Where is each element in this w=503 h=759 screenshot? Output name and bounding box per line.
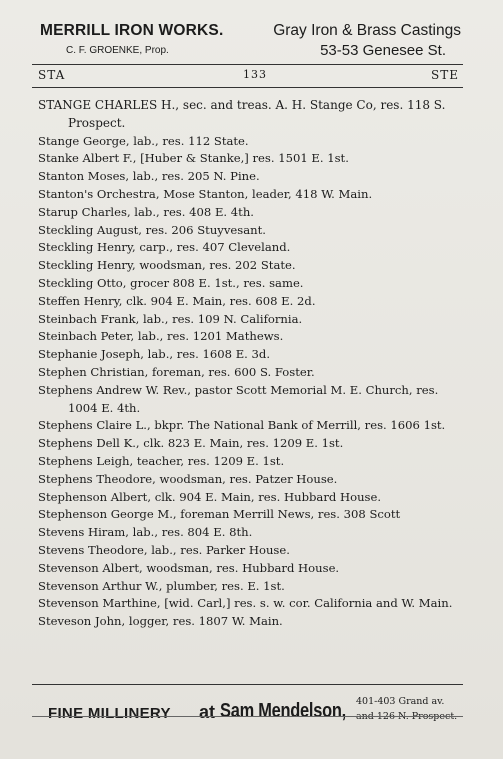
directory-entry: Stevens Hiram, lab., res. 804 E. 8th. (38, 525, 253, 540)
running-head-right: STE (431, 68, 459, 82)
bottom-advertisement (0, 680, 503, 759)
ad-goods: FINE MILLINERY (48, 705, 171, 722)
running-head-left: STA (38, 68, 66, 82)
directory-entry: Stange George, lab., res. 112 State. (38, 133, 249, 148)
advertiser-name: MERRILL IRON WORKS. (40, 22, 224, 39)
directory-entry: Stephenson Albert, clk. 904 E. Main, res. Hubbard House. (38, 489, 382, 504)
directory-entry: Steffen Henry, clk. 904 E. Main, res. 608 E. 2d. (38, 293, 316, 308)
ad-merchant: Sam Mendelson, (220, 700, 346, 722)
directory-entry: Steckling Otto, grocer 808 E. 1st., res. same. (38, 275, 304, 290)
footer-rule-bottom (32, 716, 463, 717)
directory-entry: STANGE CHARLES H., sec. and treas. A. H. Stange Co, res. 118 S. Prospect. (38, 98, 446, 130)
directory-entry: Steckling August, res. 206 Stuyvesant. (38, 222, 266, 237)
directory-entry: Stephenson George M., foreman Merrill News, res. 308 Scott (38, 507, 401, 522)
directory-entries (38, 97, 470, 631)
directory-entry: Stanke Albert F., [Huber & Stanke,] res. 1501 E. 1st. (38, 151, 349, 166)
footer-rule-top (32, 684, 463, 685)
directory-entry: Stephens Theodore, woodsman, res. Patzer House. (38, 471, 338, 486)
directory-entry: Stanton Moses, lab., res. 205 N. Pine. (38, 169, 260, 184)
directory-entry: Steckling Henry, carp., res. 407 Cleveland. (38, 240, 291, 255)
directory-entry: Stephens Dell K., clk. 823 E. Main, res. 1209 E. 1st. (38, 436, 344, 451)
directory-entry: Stephens Andrew W. Rev., pastor Scott Memorial M. E. Church, res. 1004 E. 4th. (38, 382, 439, 415)
advertiser-goods: Gray Iron & Brass Castings (273, 22, 461, 39)
directory-entry: Steckling Henry, woodsman, res. 202 State. (38, 258, 296, 273)
directory-entry: Steinbach Peter, lab., res. 1201 Mathews. (38, 329, 284, 344)
ad-address-line2: and 126 N. Prospect. (356, 711, 458, 722)
page-number: 133 (243, 68, 267, 81)
directory-entry: Stephens Leigh, teacher, res. 1209 E. 1st. (38, 453, 285, 468)
directory-entry: Stephens Claire L., bkpr. The National Bank of Merrill, res. 1606 1st. (38, 418, 446, 433)
directory-entry: Stevens Theodore, lab., res. Parker House. (38, 542, 290, 557)
header-rule-bottom (32, 87, 463, 88)
ad-address-line1: 401-403 Grand av. (356, 696, 445, 707)
directory-entry: Stevenson Arthur W., plumber, res. E. 1st. (38, 578, 285, 593)
directory-entry: Stanton's Orchestra, Mose Stanton, leader, 418 W. Main. (38, 186, 373, 201)
directory-entry: Starup Charles, lab., res. 408 E. 4th. (38, 204, 254, 219)
top-advertisement (0, 0, 503, 62)
directory-entry: Stephanie Joseph, lab., res. 1608 E. 3d. (38, 347, 271, 362)
ad-at: at (199, 702, 216, 722)
directory-entry: Stephen Christian, foreman, res. 600 S. Foster. (38, 364, 315, 379)
advertiser-address: 53-53 Genesee St. (320, 42, 446, 59)
directory-entry: Stevenson Marthine, [wid. Carl,] res. s. w. cor. California and W. Main. (38, 596, 453, 611)
advertiser-proprietor: C. F. GROENKE, Prop. (66, 45, 169, 56)
directory-entry: Stevenson Albert, woodsman, res. Hubbard House. (38, 560, 340, 575)
directory-entry: Steveson John, logger, res. 1807 W. Main. (38, 614, 283, 629)
directory-entry: Steinbach Frank, lab., res. 109 N. California. (38, 311, 303, 326)
running-head (38, 68, 459, 84)
header-rule-top (32, 64, 463, 65)
